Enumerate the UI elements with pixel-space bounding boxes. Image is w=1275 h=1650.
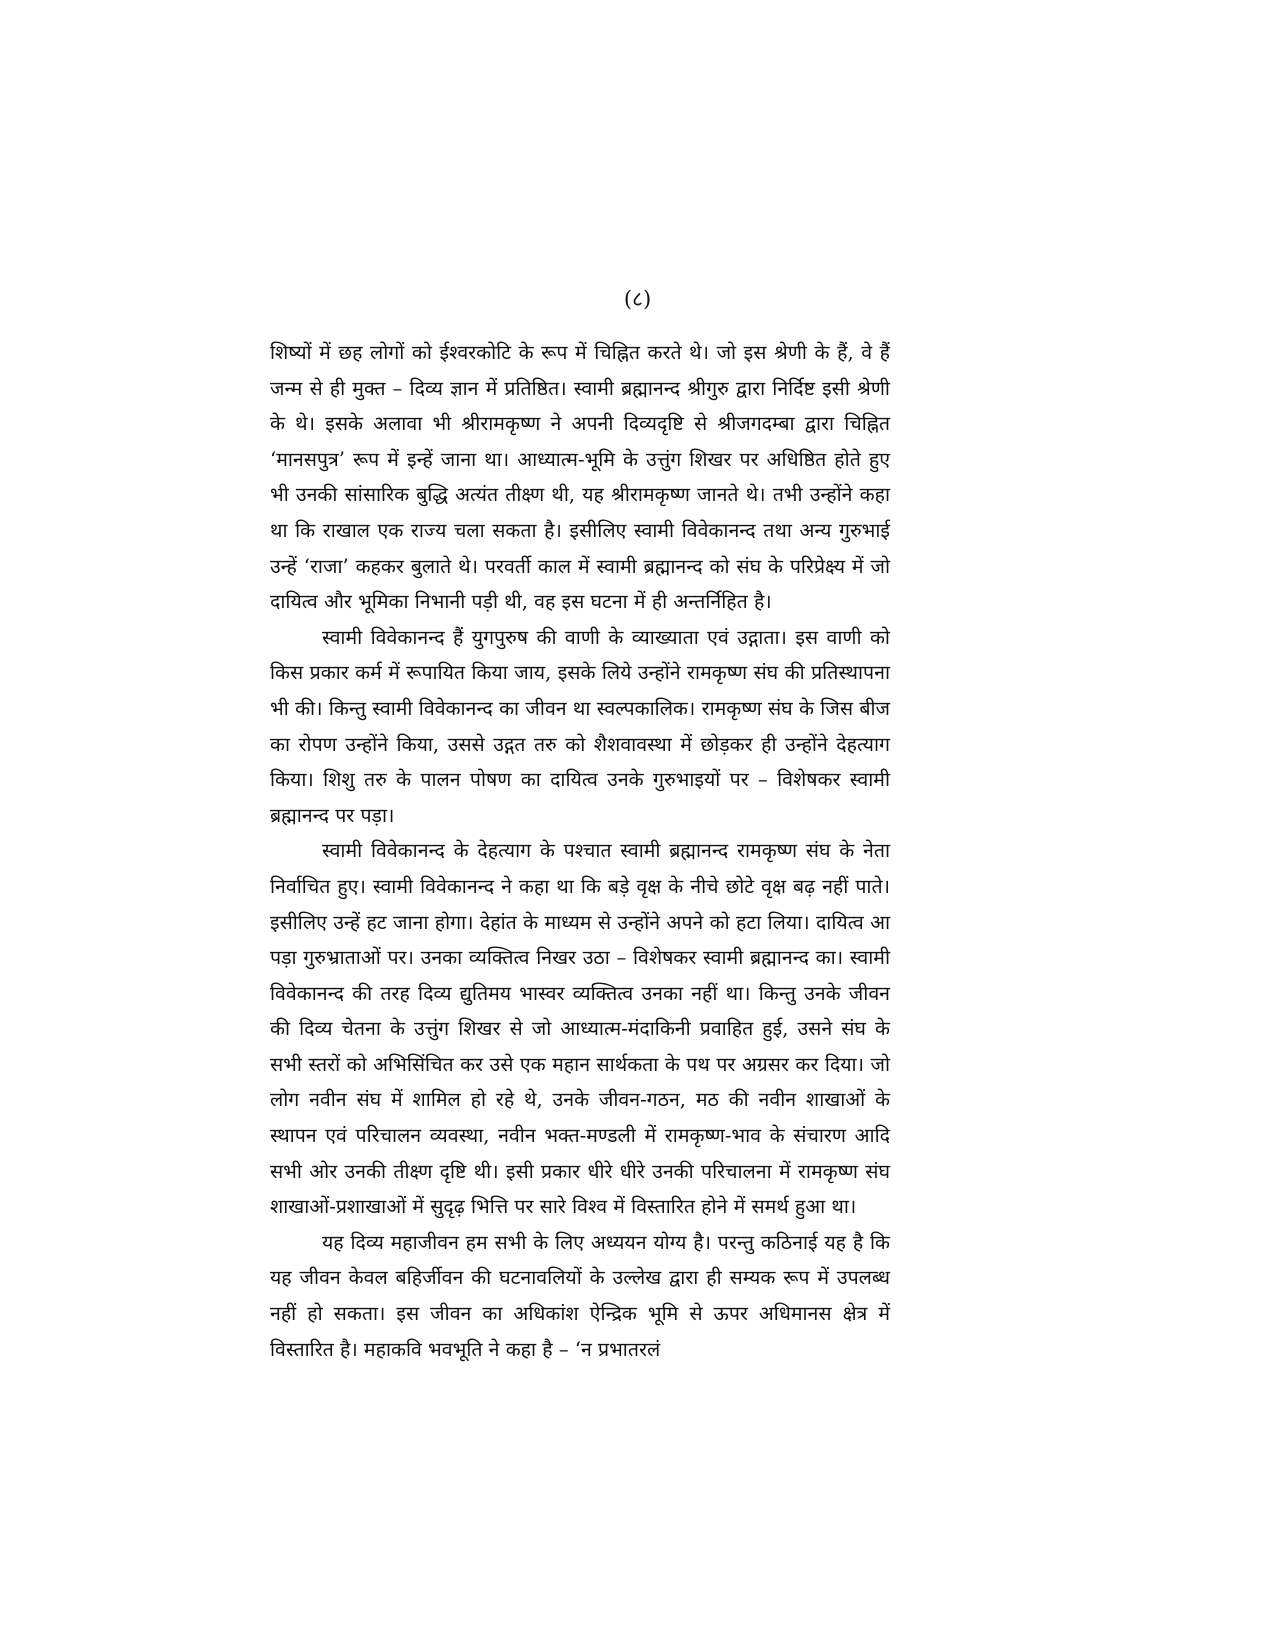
page-number: (८) [623, 287, 652, 311]
paragraph-4: यह दिव्य महाजीवन हम सभी के लिए अध्ययन योग्य है। परन्तु कठिनाई यह है कि यह जीवन केवल बहिर्जीवन की घटनावलियों के उल्लेख द्वारा ही सम्यक रूप में उपलब्ध नहीं हो सकता। इस जीवन का अधिकांश ऐन्द्रिक भूमि से ऊपर अधिमानस क्षेत्र में विस्तारित है। महाकवि भवभूति ने कहा है – ‘न प्रभातरलं [270, 1230, 890, 1361]
body-text [270, 335, 890, 1367]
paragraph-2: स्वामी विवेकानन्द हैं युगपुरुष की वाणी के व्याख्याता एवं उद्गाता। इस वाणी को किस प्रकार कर्म में रूपायित किया जाय, इसके लिये उन्होंने रामकृष्ण संघ की प्रतिस्थापना भी की। किन्तु स्वामी विवेकानन्द का जीवन था स्वल्पकालिक। रामकृष्ण संघ के जिस बीज का रोपण उन्होंने किया, उससे उद्गत तरु को शैशवावस्था में छोड़कर ही उन्होंने देहत्याग किया। शिशु तरु के पालन पोषण का दायित्व उनके गुरुभाइयों पर – विशेषकर स्वामी ब्रह्मानन्द पर पड़ा। [270, 625, 890, 827]
paragraph-1: शिष्यों में छह लोगों को ईश्वरकोटि के रूप में चिह्नित करते थे। जो इस श्रेणी के हैं, वे हैं जन्म से ही मुक्त – दिव्य ज्ञान में प्रतिष्ठित। स्वामी ब्रह्मानन्द श्रीगुरु द्वारा निर्दिष्ट इसी श्रेणी के थे। इसके अलावा भी श्रीरामकृष्ण ने अपनी दिव्यदृष्टि से श्रीजगदम्बा द्वारा चिह्नित ‘मानसपुत्र’ रूप में इन्हें जाना था। आध्यात्म-भूमि के उत्तुंग शिखर पर अधिष्ठित होते हुए भी उनकी सांसारिक बुद्धि अत्यंत तीक्ष्ण थी, यह श्रीरामकृष्ण जानते थे। तभी उन्होंने कहा था कि राखाल एक राज्य चला सकता है। इसीलिए स्वामी विवेकानन्द तथा अन्य गुरुभाई उन्हें ‘राजा’ कहकर बुलाते थे। परवर्ती काल में स्वामी ब्रह्मानन्द को संघ के परिप्रेक्ष्य में जो दायित्व और भूमिका निभानी पड़ी थी, वह इस घटना में ही अन्तर्निहित है। [270, 341, 890, 614]
paragraph-3: स्वामी विवेकानन्द के देहत्याग के पश्चात स्वामी ब्रह्मानन्द रामकृष्ण संघ के नेता निर्वाचित हुए। स्वामी विवेकानन्द ने कहा था कि बड़े वृक्ष के नीचे छोटे वृक्ष बढ़ नहीं पाते। इसीलिए उन्हें हट जाना होगा। देहांत के माध्यम से उन्होंने अपने को हटा लिया। दायित्व आ पड़ा गुरुभ्राताओं पर। उनका व्यक्तित्व निखर उठा – विशेषकर स्वामी ब्रह्मानन्द का। स्वामी विवेकानन्द की तरह दिव्य द्युतिमय भास्वर व्यक्तित्व उनका नहीं था। किन्तु उनके जीवन की दिव्य चेतना के उत्तुंग शिखर से जो आध्यात्म-मंदाकिनी प्रवाहित हुई, उसने संघ के सभी स्तरों को अभिसिंचित कर उसे एक महान सार्थकता के पथ पर अग्रसर कर दिया। जो लोग नवीन संघ में शामिल हो रहे थे, उनके जीवन-गठन, मठ की नवीन शाखाओं के स्थापन एवं परिचालन व्यवस्था, नवीन भक्त-मण्डली में रामकृष्ण-भाव के संचारण आदि सभी ओर उनकी तीक्ष्ण दृष्टि थी। इसी प्रकार धीरे धीरे उनकी परिचालना में रामकृष्ण संघ शाखाओं-प्रशाखाओं में सुदृढ़ भित्ति पर सारे विश्व में विस्तारित होने में समर्थ हुआ था। [270, 839, 890, 1219]
